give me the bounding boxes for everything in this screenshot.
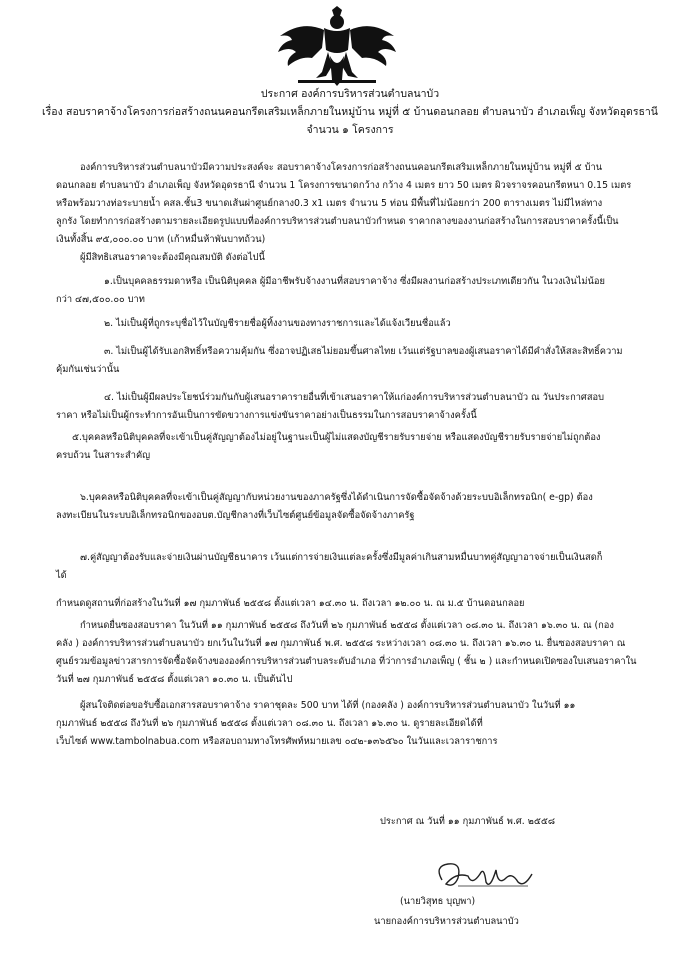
announcement-date: ประกาศ ณ วันที่ ๑๑ กุมภาพันธ์ พ.ศ. ๒๕๕๘ — [380, 816, 556, 827]
paragraph-line: เงินทั้งสิ้น ๙๕,๐๐๐.๐๐ บาท (เก้าหมื่นห้าพันบาทถ้วน) — [56, 234, 266, 245]
qualification-item: ๕.บุคคลหรือนิติบุคคลที่จะเข้าเป็นคู่สัญญาต้องไม่อยู่ในฐานะเป็นผู้ไม่แสดงบัญชีรายรับรายจ่าย หรือแสดงบัญชีรายรับรายจ่ายไม่ถูกต้อง — [72, 432, 601, 443]
qualification-item: ๒. ไม่เป็นผู้ที่ถูกระบุชื่อไว้ในบัญชีรายชื่อผู้ทิ้งงานของทางราชการและได้แจ้งเวียนชื่อแล้ว — [104, 318, 451, 329]
qualification-item: ๗.คู่สัญญาต้องรับและจ่ายเงินผ่านบัญชีธนาคาร เว้นแต่การจ่ายเงินแต่ละครั้งซึ่งมีมูลค่าเกินสามหมื่นบาทคู่สัญญาอาจจ่ายเป็นเงินสดก็ — [80, 552, 603, 563]
paragraph-line: ดอนกลอย ตำบลนาบัว อำเภอเพ็ญ จังหวัดอุดรธานี จำนวน 1 โครงการขนาดกว้าง กว้าง 4 เมตร ยาว 50 เมตร ผิวจราจรคอนกรีตหนา 0.15 เมตร — [56, 180, 632, 191]
qualification-item: ลงทะเบียนในระบบอิเล็กทรอนิกของอบต.บัญชีกลางที่เว็บไซต์ศูนย์ข้อมูลจัดซื้อจัดจ้างภาครัฐ — [56, 510, 415, 521]
qualification-item: ๑.เป็นบุคคลธรรมดาหรือ เป็นนิติบุคคล ผู้มีอาชีพรับจ้างงานที่สอบราคาจ้าง ซึ่งมีผลงานก่อสร้างประเภทเดียวกัน ในวงเงินไม่น้อย — [104, 276, 605, 287]
paragraph-line: ลูกรัง โดยทำการก่อสร้างตามรายละเอียดรูปแบบที่องค์การบริหารส่วนตำบลนาบัวกำหนด ราคากลางของงานก่อสร้างในการสอบราคาครั้งนี้เป็น — [56, 216, 619, 227]
qualification-item: ราคา หรือไม่เป็นผู้กระทำการอันเป็นการขัดขวางการแข่งขันราคาอย่างเป็นธรรมในการสอบราคาจ้างครั้งนี้ — [56, 410, 477, 421]
paragraph-line: หรือพร้อมวางท่อระบายน้ำ คสล.ชั้น3 ขนาดเส้นผ่าศูนย์กลาง0.3 x1 เมตร จำนวน 5 ท่อน มีพื้นที่ไม่น้อยกว่า 200 ตารางเมตร ไม่มีไหล่ทาง — [56, 198, 603, 209]
qualification-item: ครบถ้วน ในสาระสำคัญ — [56, 450, 151, 461]
announcement-count: จำนวน ๑ โครงการ — [306, 124, 394, 136]
qualification-item: ๓. ไม่เป็นผู้ได้รับเอกสิทธิ์หรือความคุ้มกัน ซึ่งอาจปฏิเสธไม่ยอมขึ้นศาลไทย เว้นแต่รัฐบาลของผู้เสนอราคาได้มีคำสั่งให้สละสิทธิ์ความ — [104, 346, 623, 357]
paragraph-line: องค์การบริหารส่วนตำบลนาบัวมีความประสงค์จะ สอบราคาจ้างโครงการก่อสร้างถนนคอนกรีตเสริมเหล็กภายในหมู่บ้าน หมู่ที่ ๕ บ้าน — [80, 162, 603, 173]
website-prefix: เว็บไซต์ — [56, 736, 91, 747]
signatory-position: นายกองค์การบริหารส่วนตำบลนาบัว — [374, 916, 519, 927]
announcement-title: ประกาศ องค์การบริหารส่วนตำบลนาบัว — [260, 88, 440, 100]
garuda-emblem-icon — [262, 6, 412, 88]
site-visit-schedule: กำหนดดูสถานที่ก่อสร้างในวันที่ ๑๗ กุมภาพันธ์ ๒๕๕๘ ตั้งแต่เวลา ๑๔.๓๐ น. ถึงเวลา ๑๒.๐๐ น. ณ ม.๕ บ้านดอนกลอย — [56, 598, 525, 609]
qualification-item: คุ้มกันเช่นว่านั้น — [56, 364, 120, 375]
qualification-item: ๖.บุคคลหรือนิติบุคคลที่จะเข้าเป็นคู่สัญญากับหน่วยงานของภาครัฐซึ่งได้ดำเนินการจัดซื้อจัดจ้างด้วยระบบอิเล็กทรอนิก( e-gp) ต้อง — [80, 492, 593, 503]
contact-suffix: หรือสอบถามทางโทรศัพท์หมายเลข ๐๔๒-๑๓๖๕๖๐ ในวันและเวลาราชการ — [199, 736, 498, 747]
document-purchase: ผู้สนใจติดต่อขอรับซื้อเอกสารสอบราคาจ้าง ราคาชุดละ 500 บาท ได้ที่ (กองคลัง ) องค์การบริหารส่วนตำบลนาบัว ในวันที่ ๑๑ — [80, 700, 576, 711]
qualification-item: ๔. ไม่เป็นผู้มีผลประโยชน์ร่วมกันกับผู้เสนอราคารายอื่นที่เข้าเสนอราคาให้แก่องค์การบริหารส่วนตำบลนาบัว ณ วันประกาศสอบ — [104, 392, 604, 403]
qualification-intro: ผู้มีสิทธิเสนอราคาจะต้องมีคุณสมบัติ ดังต่อไปนี้ — [80, 252, 265, 263]
qualification-item: ได้ — [56, 570, 67, 581]
submission-schedule: กำหนดยื่นซองสอบราคา ในวันที่ ๑๑ กุมภาพันธ์ ๒๕๕๘ ถึงวันที่ ๒๖ กุมภาพันธ์ ๒๕๕๘ ตั้งแต่เวลา ๐๘.๓๐ น. ถึงเวลา ๑๖.๓๐ น. ณ (กอง — [80, 620, 614, 631]
contact-line — [56, 736, 497, 748]
submission-schedule: วันที่ ๒๗ กุมภาพันธ์ ๒๕๕๘ ตั้งแต่เวลา ๑๐.๓๐ น. เป็นต้นไป — [56, 674, 293, 685]
signature-image — [428, 856, 538, 896]
submission-schedule: คลัง ) องค์การบริหารส่วนตำบลนาบัว ยกเว้นในวันที่ ๑๗ กุมภาพันธ์ พ.ศ. ๒๕๕๘ ระหว่างเวลา ๐๘.๓๐ น. ถึงเวลา ๑๖.๓๐ น. ยื่นซองสอบราคา ณ — [56, 638, 626, 649]
signatory-name: (นายวิสุทธ บุญพา) — [400, 896, 476, 907]
announcement-subject: เรื่อง สอบราคาจ้างโครงการก่อสร้างถนนคอนกรีตเสริมเหล็กภายในหมู่บ้าน หมู่ที่ ๕ บ้านดอนกลอย ตำบลนาบัว อำเภอเพ็ญ จังหวัดอุดรธานี — [42, 106, 658, 118]
website-link[interactable]: www.tambolnabua.com — [90, 736, 200, 747]
submission-schedule: ศูนย์รวมข้อมูลข่าวสารการจัดซื้อจัดจ้างขององค์การบริหารส่วนตำบลระดับอำเภอ ที่ว่าการอำเภอเพ็ญ ( ชั้น ๒ ) และกำหนดเปิดซองใบเสนอราคาใน — [56, 656, 637, 667]
qualification-item: กว่า ๔๗,๕๐๐.๐๐ บาท — [56, 294, 145, 305]
document-purchase: กุมภาพันธ์ ๒๕๕๘ ถึงวันที่ ๒๖ กุมภาพันธ์ ๒๕๕๘ ตั้งแต่เวลา ๐๘.๓๐ น. ถึงเวลา ๑๖.๓๐ น. ดูรายละเอียดได้ที่ — [56, 718, 483, 729]
